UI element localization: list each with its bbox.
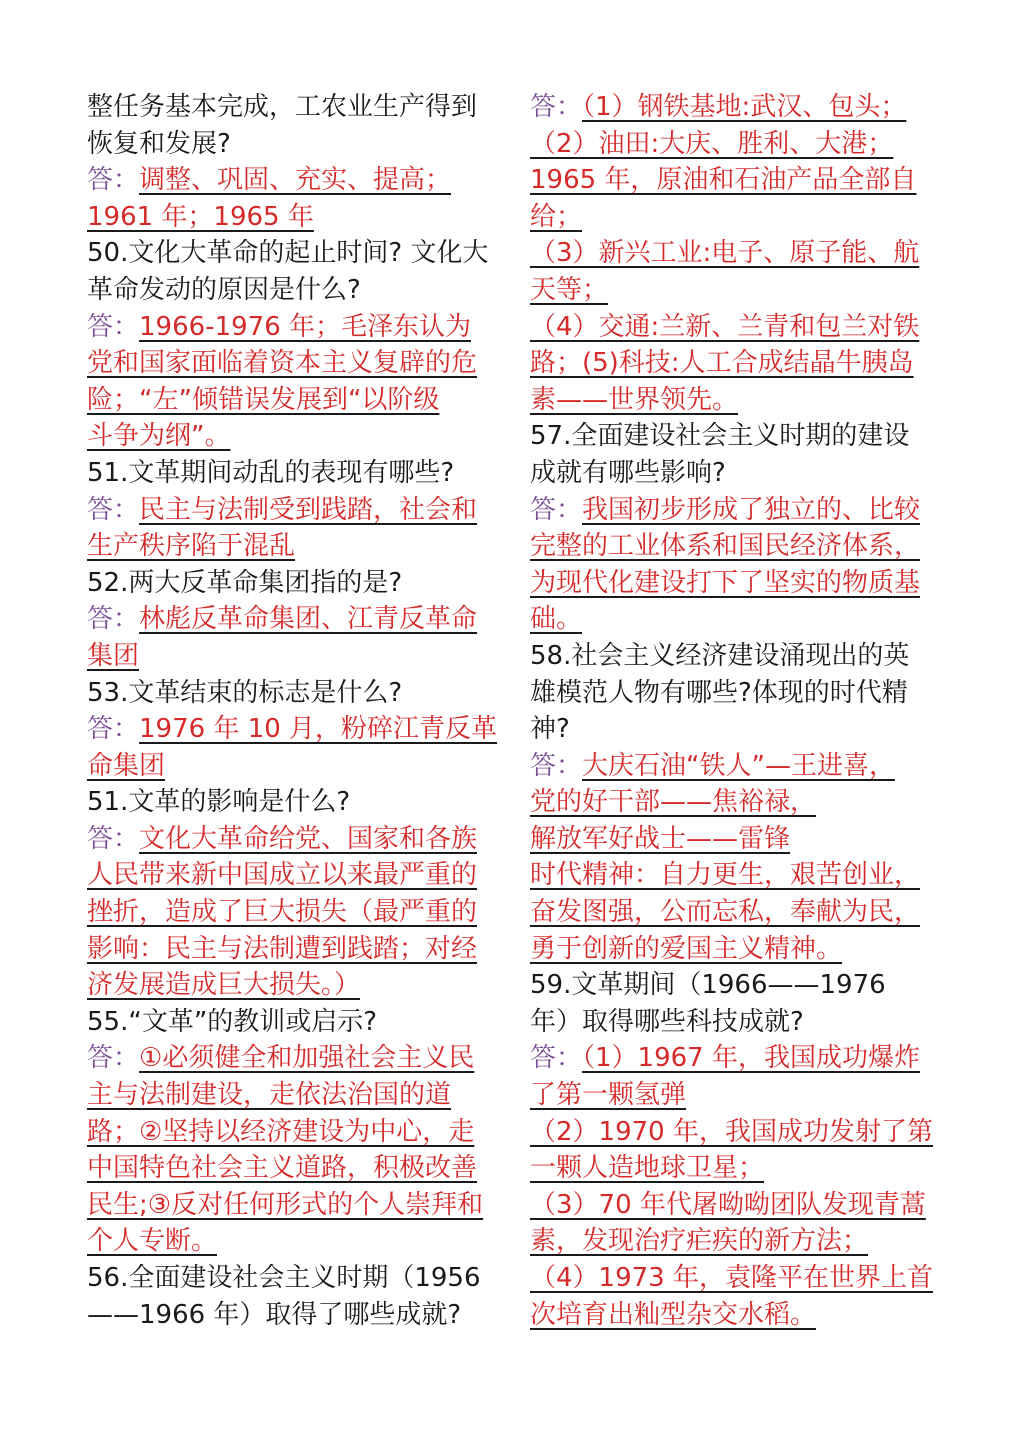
question-text: 52.两大反革命集团指的是? bbox=[87, 567, 403, 598]
left-column bbox=[87, 89, 497, 1333]
answer-text: （1）1967 年，我国成功爆炸 bbox=[582, 1043, 920, 1074]
answer-line bbox=[87, 382, 497, 419]
answer-text: 调整、巩固、充实、提高； bbox=[139, 165, 452, 196]
answer-line bbox=[87, 748, 497, 785]
answer-line bbox=[87, 967, 497, 1004]
answer-line bbox=[87, 601, 497, 638]
question-line bbox=[87, 675, 497, 712]
answer-text: 为现代化建设打下了坚实的物质基 bbox=[530, 567, 921, 598]
answer-line bbox=[530, 126, 935, 163]
question-text: ——1966 年）取得了哪些成就? bbox=[87, 1299, 462, 1330]
answer-text: 主与法制建设，走依法治国的道 bbox=[87, 1080, 452, 1111]
question-line bbox=[87, 126, 497, 163]
answer-label: 答： bbox=[87, 494, 140, 525]
answer-line bbox=[87, 162, 497, 199]
answer-line bbox=[87, 199, 497, 236]
answer-text: （2）油田:大庆、胜利、大港； bbox=[530, 128, 894, 159]
answer-text: 生产秩序陷于混乱 bbox=[87, 531, 296, 562]
answer-text: 人民带来新中国成立以来最严重的 bbox=[87, 860, 478, 891]
answer-line bbox=[87, 931, 497, 968]
answer-label: 答： bbox=[87, 823, 140, 854]
question-text: 57.全面建设社会主义时期的建设 bbox=[530, 421, 910, 452]
answer-text: 1976 年 10 月，粉碎江青反革 bbox=[139, 714, 498, 745]
answer-line bbox=[530, 199, 935, 236]
answer-text: 路；②坚持以经济建设为中心，走 bbox=[87, 1116, 475, 1147]
answer-line bbox=[530, 857, 935, 894]
answer-label: 答： bbox=[87, 714, 140, 745]
answer-text: 天等； bbox=[530, 274, 609, 305]
answer-line bbox=[530, 492, 935, 529]
answer-line bbox=[87, 894, 497, 931]
answer-line bbox=[530, 784, 935, 821]
question-text: 雄模范人物有哪些?体现的时代精 bbox=[530, 677, 908, 708]
answer-text: （4）1973 年，袁隆平在世界上首 bbox=[530, 1263, 933, 1293]
answer-line bbox=[530, 931, 935, 968]
question-text: 恢复和发展? bbox=[87, 128, 231, 159]
answer-text: 了第一颗氢弹 bbox=[530, 1080, 687, 1111]
answer-text: 文化大革命给党、国家和各族 bbox=[139, 823, 478, 854]
answer-line bbox=[530, 309, 935, 346]
answer-text: 中国特色社会主义道路，积极改善 bbox=[87, 1153, 478, 1184]
answer-line bbox=[530, 162, 935, 199]
answer-label: 答： bbox=[87, 604, 140, 635]
answer-text: 林彪反革命集团、江青反革命 bbox=[139, 604, 478, 635]
answer-line bbox=[87, 1187, 497, 1224]
answer-line bbox=[87, 309, 497, 346]
answer-line bbox=[530, 382, 935, 419]
answer-line bbox=[530, 235, 935, 272]
answer-text: 我国初步形成了独立的、比较 bbox=[582, 494, 921, 525]
answer-line bbox=[530, 1040, 935, 1077]
answer-line bbox=[530, 345, 935, 382]
question-text: 51.文革期间动乱的表现有哪些? bbox=[87, 457, 455, 488]
answer-line bbox=[87, 857, 497, 894]
question-line bbox=[87, 784, 497, 821]
answer-label: 答： bbox=[87, 311, 140, 342]
answer-label: 答： bbox=[87, 165, 140, 196]
answer-label: 答： bbox=[530, 1043, 583, 1074]
question-text: 成就有哪些影响? bbox=[530, 457, 726, 488]
question-text: 整任务基本完成，工农业生产得到 bbox=[87, 92, 478, 122]
answer-text: （3）新兴工业:电子、原子能、航 bbox=[530, 238, 920, 269]
answer-text: 民主与法制受到践踏，社会和 bbox=[139, 494, 478, 525]
answer-line bbox=[87, 528, 497, 565]
question-line bbox=[530, 1004, 935, 1041]
answer-text: （4）交通:兰新、兰青和包兰对铁 bbox=[530, 311, 920, 342]
answer-line bbox=[530, 1150, 935, 1187]
answer-text: ①必须健全和加强社会主义民 bbox=[139, 1043, 475, 1074]
answer-text: 素，发现治疗疟疾的新方法； bbox=[530, 1226, 869, 1257]
answer-label: 答： bbox=[530, 750, 583, 781]
answer-line bbox=[87, 1114, 497, 1151]
answer-line bbox=[87, 1223, 497, 1260]
answer-line bbox=[530, 565, 935, 602]
answer-text: 影响：民主与法制遭到践踏；对经 bbox=[87, 933, 478, 964]
question-text: 革命发动的原因是什么? bbox=[87, 274, 361, 305]
answer-line bbox=[87, 345, 497, 382]
answer-line bbox=[87, 711, 497, 748]
answer-text: 时代精神：自力更生，艰苦创业， bbox=[530, 860, 921, 891]
answer-line bbox=[530, 1260, 935, 1297]
answer-text: 解放军好战士——雷锋 bbox=[530, 823, 791, 854]
answer-label: 答： bbox=[530, 494, 583, 525]
answer-text: 完整的工业体系和国民经济体系， bbox=[530, 531, 921, 562]
answer-text: 一颗人造地球卫星； bbox=[530, 1153, 765, 1184]
answer-line bbox=[530, 821, 935, 858]
question-line bbox=[530, 418, 935, 455]
answer-text: 民生;③反对任何形式的个人崇拜和 bbox=[87, 1189, 484, 1220]
answer-text: 个人专断。 bbox=[87, 1226, 218, 1257]
answer-text: 济发展造成巨大损失。） bbox=[87, 970, 361, 1001]
answer-label: 答： bbox=[530, 92, 583, 122]
answer-text: 路；(5)科技:人工合成结晶牛胰岛 bbox=[530, 348, 914, 379]
question-line bbox=[87, 1260, 497, 1297]
answer-text: 大庆石油“铁人”—王进喜， bbox=[582, 750, 895, 781]
answer-line bbox=[87, 638, 497, 675]
answer-line bbox=[530, 1114, 935, 1151]
answer-text: 1965 年，原油和石油产品全部自 bbox=[530, 165, 917, 196]
answer-line bbox=[530, 1223, 935, 1260]
answer-line bbox=[530, 272, 935, 309]
question-line bbox=[87, 272, 497, 309]
answer-line bbox=[87, 1040, 497, 1077]
answer-line bbox=[530, 528, 935, 565]
answer-text: 党和国家面临着资本主义复辟的危 bbox=[87, 348, 478, 379]
answer-line bbox=[530, 89, 935, 126]
answer-label: 答： bbox=[87, 1043, 140, 1074]
question-line bbox=[530, 455, 935, 492]
question-text: 神? bbox=[530, 714, 570, 745]
question-line bbox=[87, 565, 497, 602]
answer-line bbox=[87, 1077, 497, 1114]
answer-text: 给； bbox=[530, 201, 583, 232]
answer-line bbox=[530, 1187, 935, 1224]
answer-text: （2）1970 年，我国成功发射了第 bbox=[530, 1116, 933, 1147]
question-line bbox=[87, 455, 497, 492]
answer-text: 次培育出籼型杂交水稻。 bbox=[530, 1299, 817, 1330]
question-line bbox=[530, 675, 935, 712]
answer-text: 集团 bbox=[87, 640, 140, 671]
answer-line bbox=[530, 1297, 935, 1334]
question-line bbox=[530, 967, 935, 1004]
answer-text: 党的好干部——焦裕禄， bbox=[530, 787, 817, 818]
answer-text: （3）70 年代屠呦呦团队发现青蒿 bbox=[530, 1189, 926, 1220]
answer-text: （1）钢铁基地:武汉、包头； bbox=[582, 92, 907, 122]
answer-text: 勇于创新的爱国主义精神。 bbox=[530, 933, 843, 964]
answer-text: 1966-1976 年；毛泽东认为 bbox=[139, 311, 471, 342]
answer-text: 挫折，造成了巨大损失（最严重的 bbox=[87, 897, 478, 928]
question-text: 58.社会主义经济建设涌现出的英 bbox=[530, 640, 910, 671]
answer-line bbox=[530, 748, 935, 785]
question-line bbox=[87, 89, 497, 126]
question-text: 51.文革的影响是什么? bbox=[87, 787, 351, 818]
answer-text: 斗争为纲”。 bbox=[87, 421, 231, 452]
answer-line bbox=[530, 1077, 935, 1114]
question-line bbox=[87, 1004, 497, 1041]
answer-text: 础。 bbox=[530, 604, 583, 635]
answer-text: 险；“左”倾错误发展到“以阶级 bbox=[87, 384, 440, 415]
question-text: 年）取得哪些科技成就? bbox=[530, 1006, 804, 1037]
answer-line bbox=[530, 894, 935, 931]
answer-line bbox=[87, 821, 497, 858]
answer-line bbox=[87, 492, 497, 529]
question-line bbox=[87, 1297, 497, 1334]
question-line bbox=[530, 638, 935, 675]
answer-line bbox=[87, 1150, 497, 1187]
question-line bbox=[87, 235, 497, 272]
answer-text: 1961 年；1965 年 bbox=[87, 201, 314, 232]
question-text: 56.全面建设社会主义时期（1956 bbox=[87, 1263, 481, 1293]
answer-text: 素——世界领先。 bbox=[530, 384, 739, 415]
question-text: 53.文革结束的标志是什么? bbox=[87, 677, 403, 708]
question-text: 55.“文革”的教训或启示? bbox=[87, 1006, 378, 1037]
answer-line bbox=[530, 601, 935, 638]
question-text: 50.文化大革命的起止时间? 文化大 bbox=[87, 238, 489, 269]
question-text: 59.文革期间（1966——1976 bbox=[530, 970, 886, 1001]
right-column bbox=[530, 89, 935, 1333]
answer-line bbox=[87, 418, 497, 455]
answer-text: 奋发图强，公而忘私，奉献为民， bbox=[530, 897, 921, 928]
question-line bbox=[530, 711, 935, 748]
answer-text: 命集团 bbox=[87, 750, 166, 781]
